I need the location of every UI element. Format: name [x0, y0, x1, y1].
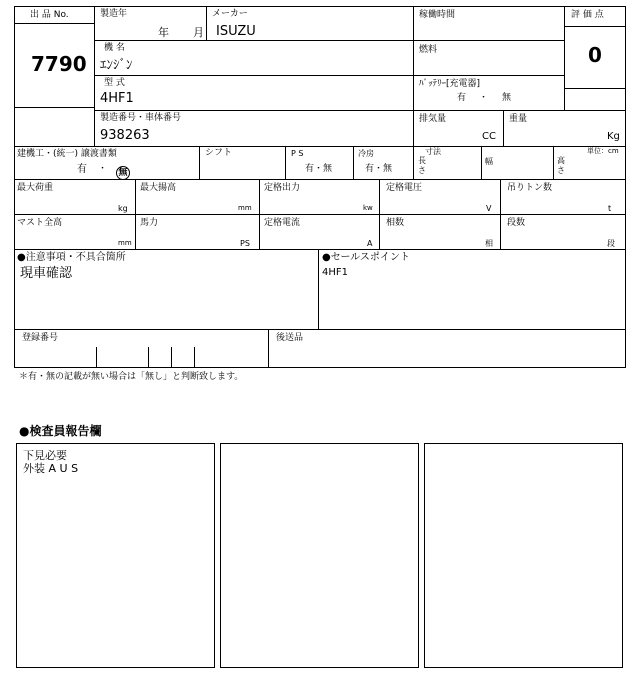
height-bot: さ	[557, 166, 565, 175]
rated-voltage-unit: V	[486, 204, 492, 213]
accessories-label: 後送品	[276, 333, 304, 343]
rated-output-unit: kw	[363, 204, 373, 212]
phases-unit: 相	[485, 239, 493, 248]
notes-label: ●注意事項・不具合箇所	[17, 252, 126, 263]
transfer-dot: ・	[98, 164, 108, 174]
notes-value: 現車確認	[20, 266, 73, 281]
rating-label-divider	[564, 26, 625, 27]
height-top: 高	[557, 156, 565, 165]
model-type-label: 型 式	[104, 78, 125, 88]
phases-label: 相数	[386, 218, 405, 228]
r3-v6	[553, 146, 554, 179]
battery-yes: 有	[457, 93, 467, 103]
max-lift-unit: mm	[238, 204, 252, 212]
row-line-3	[94, 110, 625, 111]
model-name-label: 機 名	[104, 43, 125, 53]
stages-label: 段数	[507, 218, 526, 228]
r3-v5	[481, 146, 482, 179]
battery-no: 無	[502, 93, 512, 103]
transfer-no-circled	[116, 162, 130, 180]
maker-label: メーカー	[212, 9, 248, 19]
lot-box-bottom	[14, 107, 94, 108]
shift-label: シフト	[205, 148, 233, 158]
rating-label: 評 価 点	[571, 10, 604, 20]
length-top: 長	[418, 156, 426, 165]
year-maker-divider	[206, 6, 207, 40]
r45-v3	[379, 179, 380, 249]
lifting-ton-label: 吊りトン数	[507, 183, 553, 193]
horsepower-unit: PS	[240, 239, 250, 248]
fuel-label: 燃料	[419, 45, 438, 55]
reg-cell-2	[148, 347, 149, 367]
lot-label-divider	[14, 23, 94, 24]
form-top-border	[14, 6, 626, 7]
r3-v1	[199, 146, 200, 179]
row-line-1	[94, 40, 564, 41]
transfer-no: 無	[116, 166, 130, 180]
row-line-6	[14, 214, 626, 215]
inspector-panel-3	[424, 443, 623, 668]
right-column-divider	[413, 6, 414, 146]
lifting-ton-unit: t	[608, 204, 612, 213]
ps-label: P S	[291, 149, 304, 158]
displacement-unit: CC	[482, 131, 496, 142]
reg-access-divider	[268, 329, 269, 367]
width-label: 幅	[485, 157, 493, 166]
rated-current-label: 定格電流	[264, 218, 301, 228]
inspector-note-1: 下見必要	[23, 449, 67, 462]
length-bot: さ	[418, 166, 426, 175]
r45-v2	[259, 179, 260, 249]
ps-value: 有・無	[305, 164, 333, 174]
mast-height-unit: mm	[118, 239, 132, 247]
inspector-panel-2	[220, 443, 419, 668]
weight-unit: Kg	[607, 131, 620, 142]
transfer-docs-label: 建機工・(統一) 譲渡書類	[17, 149, 117, 159]
row-line-4	[14, 146, 626, 147]
sales-point-value: 4HF1	[322, 267, 348, 278]
rating-value: 0	[588, 43, 602, 67]
max-load-label: 最大荷重	[17, 183, 54, 193]
model-type-value: 4HF1	[100, 91, 134, 106]
inspector-panel-1	[16, 443, 215, 668]
dims-unit: 単位：cm	[587, 147, 619, 155]
reg-cell-4	[194, 347, 195, 367]
stages-unit: 段	[607, 239, 615, 248]
transfer-yes: 有	[77, 164, 87, 175]
reg-cell-3	[171, 347, 172, 367]
rating-box-left	[564, 6, 565, 110]
mast-height-label: マスト全高	[17, 218, 63, 228]
disp-weight-divider	[503, 110, 504, 146]
form-right-border	[625, 6, 626, 367]
horsepower-label: 馬力	[140, 218, 159, 228]
rated-voltage-label: 定格電圧	[386, 183, 423, 193]
model-name-value: ｴﾝｼﾞﾝ	[100, 58, 133, 73]
dims-label: 寸法	[425, 147, 441, 156]
lot-number: 7790	[31, 52, 87, 76]
r3-v4	[413, 146, 414, 179]
displacement-label: 排気量	[419, 114, 447, 124]
max-load-unit: kg	[118, 204, 128, 213]
row-line-5	[14, 179, 626, 180]
max-lift-label: 最大揚高	[140, 183, 177, 193]
row-line-7	[14, 249, 626, 250]
year-label: 製造年	[100, 9, 128, 19]
month-char: 月	[193, 26, 204, 39]
reg-cell-1	[96, 347, 97, 367]
battery-dot: ・	[479, 93, 489, 103]
footnote: ＊有・無の記載が無い場合は「無し」と判断致します。	[19, 372, 244, 382]
form-left-border	[14, 6, 15, 367]
row-line-8	[14, 329, 626, 330]
cooler-value: 有・無	[365, 164, 393, 174]
r3-v3	[353, 146, 354, 179]
serial-value: 938263	[100, 128, 150, 143]
r3-v2	[285, 146, 286, 179]
lot-box-right	[94, 6, 95, 146]
serial-label: 製造番号・車体番号	[100, 113, 182, 123]
maker-value: ISUZU	[216, 24, 256, 39]
inspector-note-2: 外装 A U S	[23, 462, 79, 475]
rated-current-unit: A	[367, 239, 373, 248]
r45-v1	[135, 179, 136, 249]
hours-label: 稼働時間	[419, 10, 456, 20]
notes-sales-divider	[318, 249, 319, 329]
lot-label: 出 品 No.	[30, 10, 69, 20]
form-bottom-border	[14, 367, 626, 368]
r45-v4	[500, 179, 501, 249]
sales-point-label: ●セールスポイント	[322, 252, 410, 263]
row-line-2	[94, 75, 564, 76]
cooler-label: 冷房	[358, 149, 374, 158]
year-char: 年	[158, 26, 169, 39]
weight-label: 重量	[509, 114, 528, 124]
registration-label: 登録番号	[22, 333, 59, 343]
rated-output-label: 定格出力	[264, 183, 301, 193]
battery-label: ﾊﾞｯﾃﾘｰ[充電器]	[419, 79, 481, 89]
inspector-title: ●検査員報告欄	[19, 424, 102, 438]
rating-box-bottom	[564, 88, 625, 89]
